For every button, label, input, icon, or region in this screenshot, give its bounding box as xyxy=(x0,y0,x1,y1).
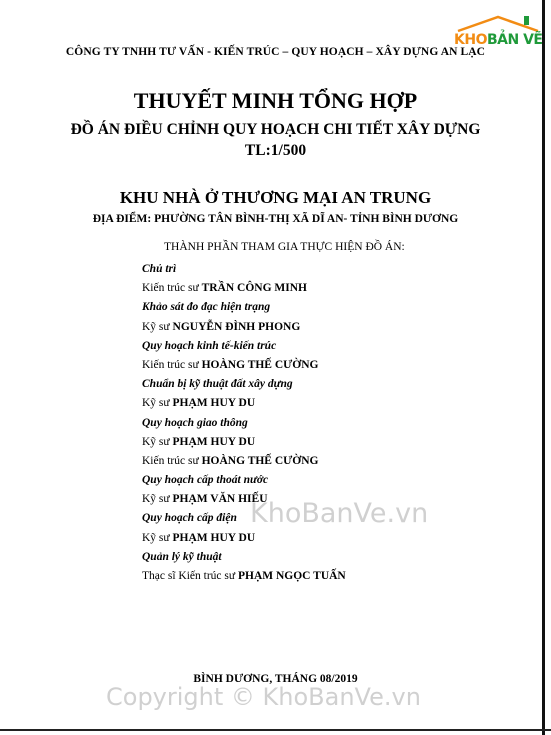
page-border-bottom xyxy=(0,729,551,731)
person-title: Kỹ sư xyxy=(142,397,173,410)
khobanve-logo xyxy=(454,14,543,48)
project-location: ĐỊA ĐIỂM: PHƯỜNG TÂN BÌNH-THỊ XÃ DĨ AN- TỈNH BÌNH DƯƠNG xyxy=(92,213,459,225)
roster-role: Khảo sát đo đạc hiện trạng xyxy=(142,301,271,314)
person-title: Kỹ sư xyxy=(142,531,173,544)
roster-role: Quy hoạch cấp điện xyxy=(142,512,237,525)
person-name: PHẠM NGỌC TUẤN xyxy=(237,570,346,582)
person-name: PHẠM HUY DU xyxy=(172,531,256,544)
roster-role: Quy hoạch cấp thoát nước xyxy=(142,474,269,487)
roster-person xyxy=(142,394,502,413)
logo-text-banve: BẢN VẼ xyxy=(486,32,543,48)
person-title: Kiến trúc sư xyxy=(142,454,202,467)
roster-person xyxy=(142,452,502,471)
roster-person xyxy=(142,567,502,586)
roster-person xyxy=(142,529,502,548)
house-roof-icon xyxy=(454,14,540,34)
watermark-center: KhoBanVe.vn xyxy=(250,498,429,529)
project-name: KHU NHÀ Ở THƯƠNG MẠI AN TRUNG xyxy=(119,188,432,207)
roster-role: Chủ trì xyxy=(142,263,177,275)
footer-date: BÌNH DƯƠNG, THÁNG 08/2019 xyxy=(193,673,358,685)
person-title: Thạc sĩ Kiến trúc sư xyxy=(142,570,238,582)
person-name: TRẦN CÔNG MINH xyxy=(201,282,307,295)
roster-role: Quy hoạch giao thông xyxy=(142,416,248,429)
roster-role: Quy hoạch kinh tế-kiến trúc xyxy=(142,339,277,352)
person-name: HOÀNG THẾ CƯỜNG xyxy=(201,358,319,371)
person-title: Kỹ sư xyxy=(142,435,173,448)
document-title: THUYẾT MINH TỔNG HỢP xyxy=(133,88,418,113)
roster-person xyxy=(142,356,502,375)
roster-role: Quản lý kỹ thuật xyxy=(142,550,222,563)
roster-person xyxy=(142,433,502,452)
roster-person xyxy=(142,279,502,298)
participants-roster xyxy=(142,260,502,586)
person-title: Kiến trúc sư xyxy=(142,282,202,295)
person-title: Kỹ sư xyxy=(142,320,173,333)
roster-role: Chuẩn bị kỹ thuật đất xây dựng xyxy=(142,378,293,391)
document-subtitle: ĐỒ ÁN ĐIỀU CHỈNH QUY HOẠCH CHI TIẾT XÂY DỰNG xyxy=(70,121,481,138)
person-name: HOÀNG THẾ CƯỜNG xyxy=(201,454,319,467)
logo-text-kho: KHO xyxy=(454,32,487,48)
person-title: Kiến trúc sư xyxy=(142,358,202,371)
drawing-scale: TL:1/500 xyxy=(244,142,307,159)
watermark-copyright: Copyright © KhoBanVe.vn xyxy=(106,683,421,711)
person-name: PHẠM HUY DU xyxy=(172,435,256,448)
participants-heading: THÀNH PHẦN THAM GIA THỰC HIỆN ĐỒ ÁN: xyxy=(164,241,405,253)
person-title: Kỹ sư xyxy=(142,493,173,506)
company-name: CÔNG TY TNHH TƯ VẤN - KIẾN TRÚC – QUY HOẠCH – XÂY DỰNG AN LẠC xyxy=(65,46,486,58)
roster-person xyxy=(142,318,502,337)
person-name: PHẠM VĂN HIẾU xyxy=(172,493,268,506)
person-name: PHẠM HUY DU xyxy=(172,397,256,410)
person-name: NGUYỄN ĐÌNH PHONG xyxy=(172,320,301,333)
